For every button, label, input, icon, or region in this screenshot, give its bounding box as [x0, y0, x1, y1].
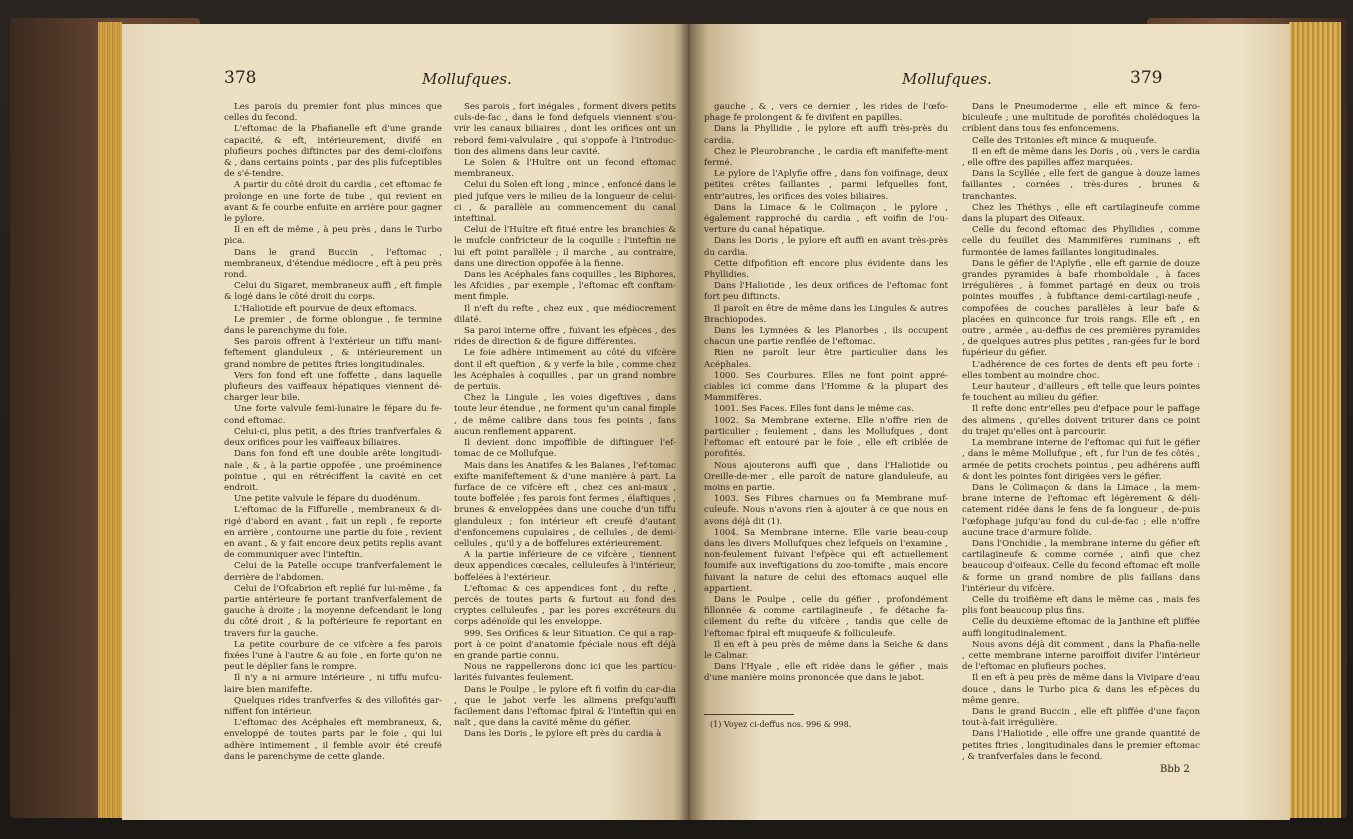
- paragraph: Rien ne paroît leur être particulier dans les Acéphales.: [704, 348, 948, 370]
- paragraph: Leur hauteur , d'ailleurs , eft telle que leurs pointes fe touchent au milieu du géfier.: [962, 382, 1200, 404]
- paragraph: Celle du deuxième eftomac de la Janthine eft pliffée auffi longitudinalement.: [962, 617, 1200, 639]
- paragraph: Chez la Lingule , les voies digeftives , dans toute leur étendue , ne forment qu'un canal fimple , de même calibre dans tous fes points , fans aucun renflement apparent.: [454, 393, 676, 437]
- paragraph: L'adhérence de ces fortes de dents eft peu forte : elles tombent au moindre choc.: [962, 359, 1200, 381]
- paragraph: Une petite valvule le fépare du duodénum.: [234, 494, 421, 505]
- paragraph: Dans les Lymnées & les Planorbes , ils occupent chacun une partie renflée de l'eftomac.: [704, 326, 948, 348]
- paragraph: L'eftomac & ces appendices font , du refte , percés de toutes parts & furtout au fond des cryptes celluleufes , par les pores excréteurs du corps adénoïde qui les enveloppe.: [454, 583, 676, 628]
- paragraph: 1004. Sa Membrane interne. Elle varie beau-coup dans les divers Mollufques chez lefquels on l'examine , non-feulement fuivant l'efpèce qui eft actuellement foumife aux inveftigations du zoo-tomifte , mais encore fuivant la nature de celui des eftomacs auquel elle appartient.: [704, 527, 948, 594]
- paragraph: Celle du fecond eftomac des Phyllidies , comme celle du feuillet des Mammifères ruminans , eft furmontée de lames faillantes longitudinales.: [962, 225, 1200, 258]
- paragraph: Dans les Doris , le pylore eft près du cardia à: [464, 729, 662, 740]
- paragraph: Sa paroi interne offre , fuivant les efpèces , des rides de direction & de figure différentes.: [454, 326, 676, 348]
- paragraph: Il en eft de même dans les Doris , où , vers le cardia , elle offre des papilles affez marquées.: [962, 146, 1200, 169]
- left-page: [122, 24, 690, 820]
- paragraph: Il en eft de même , à peu près , dans le Turbo pica.: [224, 225, 442, 247]
- paragraph: Dans l'Onchidie , la membrane interne du géfier eft cartilagineufe & comme cornée , ainfi que chez beaucoup d'oifeaux. Celle du fecond eftomac eft molle & forme un grand nombre de plis faillans dans l'intérieur du vifcère.: [962, 538, 1200, 594]
- footnote-rule: [704, 714, 794, 715]
- paragraph: Dans les Doris , le pylore eft auffi en avant très-près du cardia.: [704, 236, 948, 258]
- paragraph: Dans fon fond eft une double arête longitudi-nale , & , à la partie oppofée , une proéminence pointue , qui en rétréciffent la cavité en cet endroit.: [224, 449, 442, 493]
- left-page-edges: [98, 22, 122, 818]
- paragraph: Dans le grand Buccin , elle eft pliffée d'une façon tout-à-fait irrégulière.: [962, 706, 1200, 729]
- paragraph: 1001. Ses Faces. Elles font dans le même cas.: [714, 404, 914, 415]
- left-column-1: [224, 102, 442, 792]
- paragraph: Il devient donc impoffible de diftinguer l'ef-tomac de ce Mollufque.: [454, 438, 676, 460]
- right-page-number: 379: [1130, 68, 1163, 88]
- footnote: (1) Voyez ci-deffus nos. 996 & 998.: [710, 720, 852, 729]
- paragraph: Mais dans les Anatifes & les Balanes , l'ef-tomac exifte manifeftement & d'une manière à part. La furface de ce vifcère eft , chez ces ani-maux , toute boffelée ; fes parois font fermes , élaftiques , brunes & enveloppées dans une couche d'un tiffu glanduleux ; fon intérieur eft creufé d'autant d'enfoncemens cupulaires , de cellules , de demi-cellules , qu'il y a de boffelures extérieurement.: [454, 460, 676, 549]
- paragraph: Nous ajouterons auffi que , dans l'Haliotide ou Oreille-de-mer , elle paroît de nature glanduleufe, au moins en partie.: [704, 460, 948, 493]
- paragraph: Nous ne rappellerons donc ici que les particu-larités fuivantes feulement.: [454, 662, 676, 684]
- right-column-1: [704, 102, 948, 732]
- paragraph: Celle du troifième eft dans le même cas , mais fes plis font beaucoup plus fins.: [962, 594, 1200, 617]
- paragraph: Il n'y a ni armure intérieure , ni tiffu mufcu-laire bien manifefte.: [224, 673, 442, 695]
- paragraph: Il en eft à peu près de même dans la Seiche & dans le Calmar.: [704, 639, 948, 661]
- paragraph: Celui de l'Ofcabrion eft replié fur lui-même , fa partie antérieure fe portant tranfverfalement de gauche à droite ; la moyenne defcendant le long du côté droit , & la poftérieure fe reportant en travers fur la gauche.: [224, 583, 442, 639]
- paragraph: Dans l'Hyale , elle eft ridée dans le géfier , mais d'une manière moins prononcée que dans le jabot.: [704, 662, 948, 684]
- paragraph: Ses parois offrent à l'extérieur un tiffu mani-feftement glanduleux , & intérieurement un grand nombre de petites ftries longitudinales.: [224, 337, 442, 370]
- paragraph: Une forte valvule femi-lunaire le fépare du fe-cond eftomac.: [224, 404, 442, 426]
- paragraph: Chez le Pleurobranche , le cardia eft manifefte-ment fermé.: [704, 146, 948, 169]
- paragraph: A partir du côté droit du cardia , cet eftomac fe prolonge en une forte de tube , qui revient en avant & fe courbe enfuite en arrière pour gagner le pylore.: [224, 180, 442, 225]
- paragraph: A la partie inférieure de ce vifcère , tiennent deux appendices cœcales, celluleufes à l'intérieur, boffelées à l'extérieur.: [454, 550, 676, 583]
- paragraph: Dans le Pneumoderme , elle eft mince & fero-biculeufe ; une multitude de porofités cholédoques la criblent dans tous fes enfoncemens.: [962, 102, 1200, 135]
- paragraph: La petite courbure de ce vifcère a fes parois fixées l'une à l'autre & au foie , en forte qu'on ne peut le déplier fans le rompre.: [224, 639, 442, 673]
- paragraph: Dans l'Haliotide , elle offre une grande quantité de petites ftries , longitudinales dans le premier eftomac , & tranfverfales dans le fecond.: [962, 729, 1200, 762]
- paragraph: Il en eft à peu près de même dans la Vivipare d'eau douce , dans le Turbo pica & dans les ef-pèces du même genre.: [962, 673, 1200, 706]
- paragraph: La membrane interne de l'eftomac qui fuit le géfier , dans le même Mollufque , eft , fur l'un de fes côtés , armée de petits crochets pointus , peu adhérens auffi & dont les pointes font dirigées vers le géfier.: [962, 438, 1200, 482]
- right-page: [690, 24, 1290, 820]
- paragraph: L'Haliotide eft pourvue de deux eftomacs.: [234, 303, 417, 314]
- right-page-edges: [1289, 22, 1341, 818]
- paragraph: Dans l'Haliotide , les deux orifices de l'eftomac font fort peu diftincts.: [704, 281, 948, 303]
- paragraph: Dans le Poulpe , le pylore eft fi voifin du car-dia , que le jabot verfe les alimens prefqu'auffi facilement dans l'eftomac fpiral & l'inteftin qui en naît , que dans la cavité même du géfier.: [454, 684, 676, 729]
- paragraph: Celui-ci, plus petit, a des ftries tranfverfales & deux orifices pour les vaiffeaux biliaires.: [224, 426, 442, 449]
- paragraph: Dans le grand Buccin , l'eftomac , membraneux, d'étendue médiocre , eft à peu près rond.: [224, 247, 442, 281]
- paragraph: Chez les Théthys , elle eft cartilagineufe comme dans la plupart des Oifeaux.: [962, 202, 1200, 225]
- left-column-2: [454, 102, 676, 792]
- paragraph: Celui du Solen eft long , mince , enfoncé dans le pied jufque vers le milieu de la longueur de celui-ci , & parallèle au commencement du canal inteftinal.: [454, 180, 676, 225]
- right-column-2: [962, 102, 1200, 762]
- signature-mark: Bbb 2: [1160, 764, 1190, 775]
- paragraph: 999. Ses Orifices & leur Situation. Ce qui a rap-port à ce point d'anatomie fpéciale nous eft déjà en grande partie connu.: [454, 628, 676, 661]
- paragraph: Le pylore de l'Aplyfie offre , dans fon voifinage, deux petites crêtes faillantes , parmi lefquelles font, entr'autres, les orifices des voies biliaires.: [704, 169, 948, 202]
- paragraph: Le Solen & l'Huître ont un fecond eftomac membraneux.: [454, 158, 676, 180]
- paragraph: Dans le géfier de l'Aplyfie , elle eft garnie de douze grandes pyramides à bafe rhomboïdale , à faces irrégulières , à fommet partagé en deux ou trois pointes mouffes , à fubftance demi-cartilagi-neufe , compofées de couches parallèles à leur bafe & placées en quinconce fur trois rangs. Elle eft , en outre , armée , au-deffus de ces premières pyramides , de quelques autres plus petites , ran-gées fur le bord fupérieur du géfier.: [962, 258, 1200, 359]
- paragraph: L'eftomac de la Fiffurelle , membraneux & di-rigé d'abord en avant , fait un repli , fe reporte en arrière , contourne une partie du foie , revient en avant , & y fait encore deux petits replis avant de communiquer avec l'inteftin.: [224, 505, 442, 561]
- paragraph: Le premier , de forme oblongue , fe termine dans le parenchyme du foie.: [224, 314, 442, 337]
- paragraph: Celui de la Patelle occupe tranfverfalement le derrière de l'abdomen.: [224, 561, 442, 583]
- paragraph: Les parois du premier font plus minces que celles du fecond.: [224, 102, 442, 124]
- paragraph: Il n'eft du refte , chez eux , que médiocrement dilaté.: [454, 303, 676, 325]
- paragraph: Il refte donc entr'elles peu d'efpace pour le paffage des alimens , qu'elles doivent triturer dans ce point du trajet qu'elles ont à parcourir.: [962, 404, 1200, 437]
- left-running-head: Mollufques.: [422, 70, 512, 88]
- paragraph: Quelques rides tranfverfes & des villofités gar-niffent fon intérieur.: [224, 695, 442, 717]
- paragraph: Vers fon fond eft une foffette , dans laquelle plufieurs des vaiffeaux hépatiques viennent dé-charger leur bile.: [224, 370, 442, 404]
- paragraph: Dans la Phyllidie , le pylore eft auffi très-près du cardia.: [704, 124, 948, 146]
- paragraph: 1000. Ses Courbures. Elles ne font point appré-ciables ici comme dans l'Homme & la plupart des Mammifères.: [704, 370, 948, 404]
- paragraph: Celle des Tritonies eft mince & muqueufe.: [972, 135, 1157, 146]
- paragraph: gauche , & , vers ce dernier , les rides de l'œfo-phage fe prolongent & fe divifent en papilles.: [704, 102, 948, 124]
- paragraph: Le foie adhère intimement au côté du vifcère dont il eft queftion , & y verfe la bile , comme chez les Acéphales à coquilles , par un grand nombre de pertuis.: [454, 348, 676, 393]
- paragraph: 1002. Sa Membrane externe. Elle n'offre rien de particulier ; feulement , dans les Mollufques , dont l'eftomac eft entouré par le foie , elle eft criblée de porofités.: [704, 415, 948, 460]
- paragraph: Dans la Limace & le Colimaçon , le pylore , également rapproché du cardia , eft voifin de l'ou-verture du canal hépatique.: [704, 202, 948, 236]
- paragraph: Celui du Sigaret, membraneux auffi , eft fimple & logé dans le côté droit du corps.: [224, 281, 442, 303]
- paragraph: Il paroît en être de même dans les Lingules & autres Brachiopodes.: [704, 303, 948, 325]
- paragraph: Celui de l'Huître eft fitué entre les branchies & le mufcle confricteur de la coquille : l'inteftin ne lui eft point parallèle ; il marche , au contraire, dans une direction oppofée à la fienne.: [454, 225, 676, 269]
- paragraph: Dans les Acéphales fans coquilles , les Biphores, les Afcidies , par exemple , l'eftomac eft conftam-ment fimple.: [454, 270, 676, 303]
- paragraph: Dans le Colimaçon & dans la Limace , la mem-brane interne de l'eftomac eft légèrement & déli-catement ridée dans le fens de fa longueur , de-puis l'œfophage jufqu'au fond du cul-de-fac ; elle n'offre aucune trace d'armure folide.: [962, 482, 1200, 538]
- paragraph: Dans le Poulpe , celle du géfier , profondément fillonnée & comme cartilagineufe , fe détache fa-cilement du refte du vifcère , tandis que celle de l'eftomac fpiral eft muqueufe & folliculeufe.: [704, 594, 948, 639]
- paragraph: L'eftomac de la Phafianelle eft d'une grande capacité, & eft, intérieurement, divifé en plufieurs poches diftinctes par des demi-cloifons & , dans certains points , par des plis fufceptibles de s'é-tendre.: [224, 124, 442, 180]
- left-page-number: 378: [224, 68, 257, 88]
- paragraph: Cette difpofition eft encore plus évidente dans les Phyllidies.: [704, 258, 948, 281]
- right-running-head: Mollufques.: [902, 70, 992, 88]
- paragraph: Ses parois , fort inégales , forment divers petits culs-de-fac , dans le fond defquels viennent s'ou-vrir les canaux biliaires , dont les orifices ont un rebord femi-valvulaire , qui s'oppofe à l'introduc-tion des alimens dans leur cavité.: [454, 102, 676, 157]
- paragraph: Dans la Scyllée , elle fert de gangue à douze lames faillantes , cornées , très-dures , brunes & tranchantes.: [962, 169, 1200, 202]
- paragraph: 1003. Ses Fibres charnues ou fa Membrane muf-culeufe. Nous n'avons rien à ajouter à ce que nous en avons déjà dit (1).: [704, 494, 948, 527]
- paragraph: Nous avons déjà dit comment , dans la Phafia-nelle , cette membrane interne paroiffoit divifer l'intérieur de l'eftomac en plufieurs poches.: [962, 639, 1200, 673]
- paragraph: L'eftomac des Acéphales eft membraneux, &, enveloppé de toutes parts par le foie , qui lui adhère intimement , il femble avoir été creufé dans le parenchyme de cette glande.: [224, 718, 442, 762]
